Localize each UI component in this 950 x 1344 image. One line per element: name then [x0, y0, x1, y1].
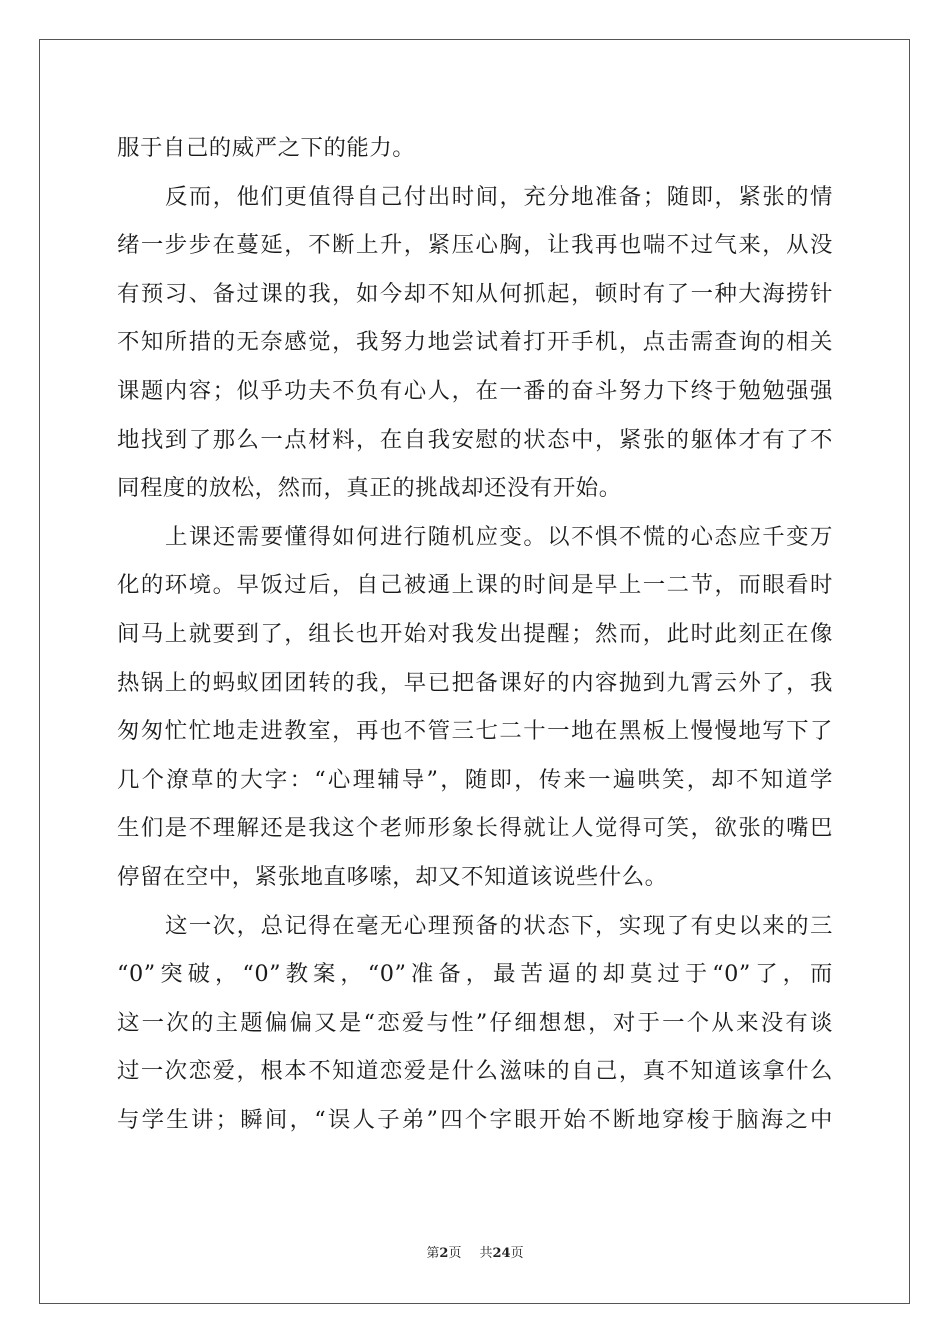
text-line: 生们是不理解还是我这个老师形象长得就让人觉得可笑，欲张的嘴巴 [117, 815, 833, 842]
footer-page-suffix: 页 [448, 1246, 462, 1261]
page-footer [0, 1242, 950, 1261]
text-line: 绪一步步在蔓延，不断上升，紧压心胸，让我再也喘不过气来，从没 [117, 232, 833, 259]
text-line: 化的环境。早饭过后，自己被通上课的时间是早上一二节，而眼看时 [117, 572, 833, 599]
text-line: 反而，他们更值得自己付出时间，充分地准备；随即，紧张的情 [165, 183, 833, 210]
text-line: 间马上就要到了，组长也开始对我发出提醒；然而，此时此刻正在像 [117, 620, 833, 647]
page-number: 2 [439, 1246, 449, 1261]
text-line: 与学生讲；瞬间，“误人子弟”四个字眼开始不断地穿梭于脑海之中 [117, 1106, 833, 1133]
text-line: 停留在空中，紧张地直哆嗦，却又不知道该说些什么。 [117, 863, 668, 890]
text-line: 课题内容；似乎功夫不负有心人，在一番的奋斗努力下终于勉勉强强 [117, 377, 833, 404]
text-line: 热锅上的蚂蚁团团转的我，早已把备课好的内容抛到九霄云外了，我 [117, 669, 833, 696]
document-body [117, 124, 833, 1144]
text-line: 服于自己的威严之下的能力。 [117, 135, 416, 161]
footer-prefix: 第 [426, 1246, 440, 1261]
text-line: 几个潦草的大字：“心理辅导”，随即，传来一遍哄笑，却不知道学 [117, 766, 833, 793]
text-line: 这一次，总记得在毫无心理预备的状态下，实现了有史以来的三 [165, 912, 833, 939]
text-line: 过一次恋爱，根本不知道恋爱是什么滋味的自己，真不知道该拿什么 [117, 1058, 833, 1085]
text-line: “0”突破，“0”教案，“0”准备，最苦逼的却莫过于“0”了，而 [117, 961, 833, 988]
text-line: 这一次的主题偏偏又是“恋爱与性”仔细想想，对于一个从来没有谈 [117, 1009, 833, 1036]
text-line: 不知所措的无奈感觉，我努力地尝试着打开手机，点击需查询的相关 [117, 329, 833, 356]
footer-total-suffix: 页 [510, 1246, 524, 1261]
text-line: 有预习、备过课的我，如今却不知从何抓起，顿时有了一种大海捞针 [117, 280, 833, 307]
text-line: 上课还需要懂得如何进行随机应变。以不惧不慌的心态应千变万 [165, 523, 833, 550]
footer-total-prefix: 共 [479, 1246, 493, 1261]
text-line: 同程度的放松，然而，真正的挑战却还没有开始。 [117, 475, 622, 502]
total-pages: 24 [492, 1246, 511, 1261]
text-line: 匆匆忙忙地走进教室，再也不管三七二十一地在黑板上慢慢地写下了 [117, 718, 833, 745]
text-line: 地找到了那么一点材料，在自我安慰的状态中，紧张的躯体才有了不 [117, 426, 833, 453]
